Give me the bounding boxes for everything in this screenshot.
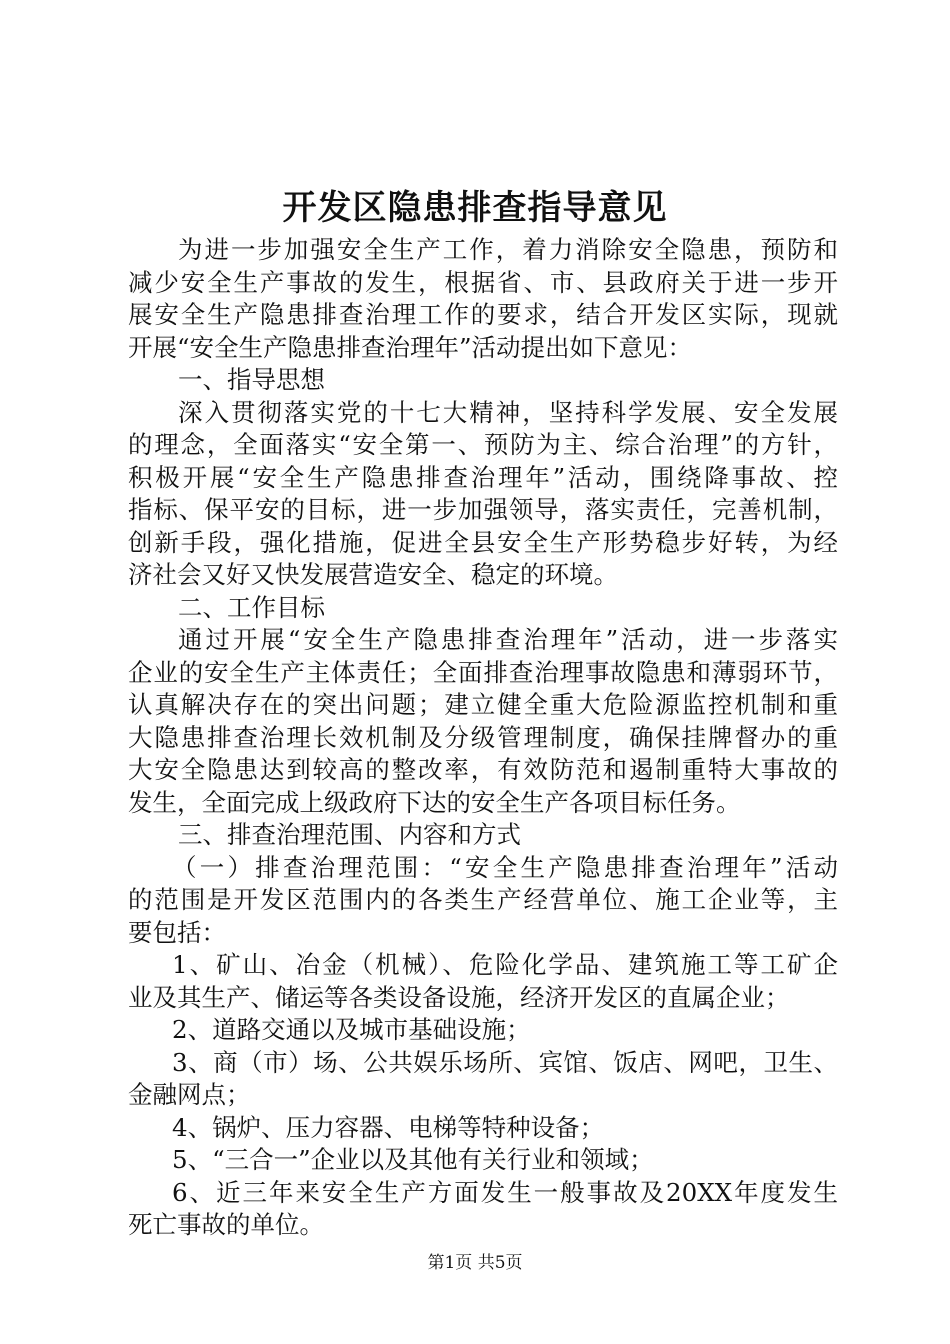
list-item-line: 6、近三年来安全生产方面发生一般事故及20XX年度发生	[172, 1177, 838, 1207]
list-item-line: 3、商（市）场、公共娱乐场所、宾馆、饭店、网吧，卫生、	[172, 1047, 838, 1077]
document-body	[128, 234, 838, 1242]
paragraph-line: 深入贯彻落实党的十七大精神，坚持科学发展、安全发展	[178, 397, 838, 427]
paragraph-line: 为进一步加强安全生产工作，着力消除安全隐患，预防和	[178, 235, 838, 264]
list-item-line: 1、矿山、冶金（机械）、危险化学品、建筑施工等工矿企	[172, 950, 838, 979]
paragraph-line: 发生，全面完成上级政府下达的安全生产各项目标任务。	[128, 787, 741, 817]
paragraph-line: 认真解决存在的突出问题；建立健全重大危险源监控机制和重	[128, 690, 838, 719]
paragraph-line: 开展“安全生产隐患排查治理年”活动提出如下意见：	[128, 332, 693, 362]
paragraph-line: 企业的安全生产主体责任；全面排查治理事故隐患和薄弱环节，	[128, 657, 838, 687]
section-heading: 三、排查治理范围、内容和方式	[178, 820, 521, 849]
paragraph-line: 大隐患排查治理长效机制及分级管理制度，确保挂牌督办的重	[128, 722, 838, 752]
paragraph-line: 展安全生产隐患排查治理工作的要求，结合开发区实际，现就	[128, 300, 838, 329]
paragraph-line: 减少安全生产事故的发生，根据省、市、县政府关于进一步开	[128, 267, 838, 297]
list-item-line: 业及其生产、储运等各类设备设施，经济开发区的直属企业；	[128, 982, 790, 1012]
page-footer: 第1页 共5页	[427, 1253, 523, 1273]
paragraph-line: 通过开展“安全生产隐患排查治理年”活动，进一步落实	[178, 625, 838, 654]
list-item-line: 2、道路交通以及城市基础设施；	[172, 1015, 531, 1044]
paragraph-line: 的范围是开发区范围内的各类生产经营单位、施工企业等，主	[128, 885, 838, 914]
section-heading: 二、工作目标	[178, 592, 325, 622]
document-title: 开发区隐患排查指导意见	[282, 188, 668, 228]
paragraph-line: 创新手段，强化措施，促进全县安全生产形势稳步好转，为经	[128, 527, 838, 557]
paragraph-line: 大安全隐患达到较高的整改率，有效防范和遏制重特大事故的	[128, 755, 838, 784]
section-heading: 一、指导思想	[178, 365, 325, 394]
paragraph-line: 的理念，全面落实“安全第一、预防为主、综合治理”的方针，	[128, 430, 838, 459]
paragraph-line: 指标、保平安的目标，进一步加强领导，落实责任，完善机制，	[128, 495, 838, 524]
paragraph-line: （一）排查治理范围：“安全生产隐患排查治理年”活动	[172, 852, 838, 882]
list-item-line: 4、锅炉、压力容器、电梯等特种设备；	[172, 1112, 605, 1142]
list-item-line: 5、“三合一”企业以及其他有关行业和领域；	[172, 1145, 654, 1174]
paragraph-line: 济社会又好又快发展营造安全、稳定的环境。	[128, 560, 618, 589]
paragraph-line: 积极开展“安全生产隐患排查治理年”活动，围绕降事故、控	[128, 462, 838, 492]
paragraph-line: 要包括：	[128, 917, 226, 947]
list-item-line: 死亡事故的单位。	[128, 1210, 324, 1239]
list-item-line: 金融网点；	[128, 1080, 251, 1109]
